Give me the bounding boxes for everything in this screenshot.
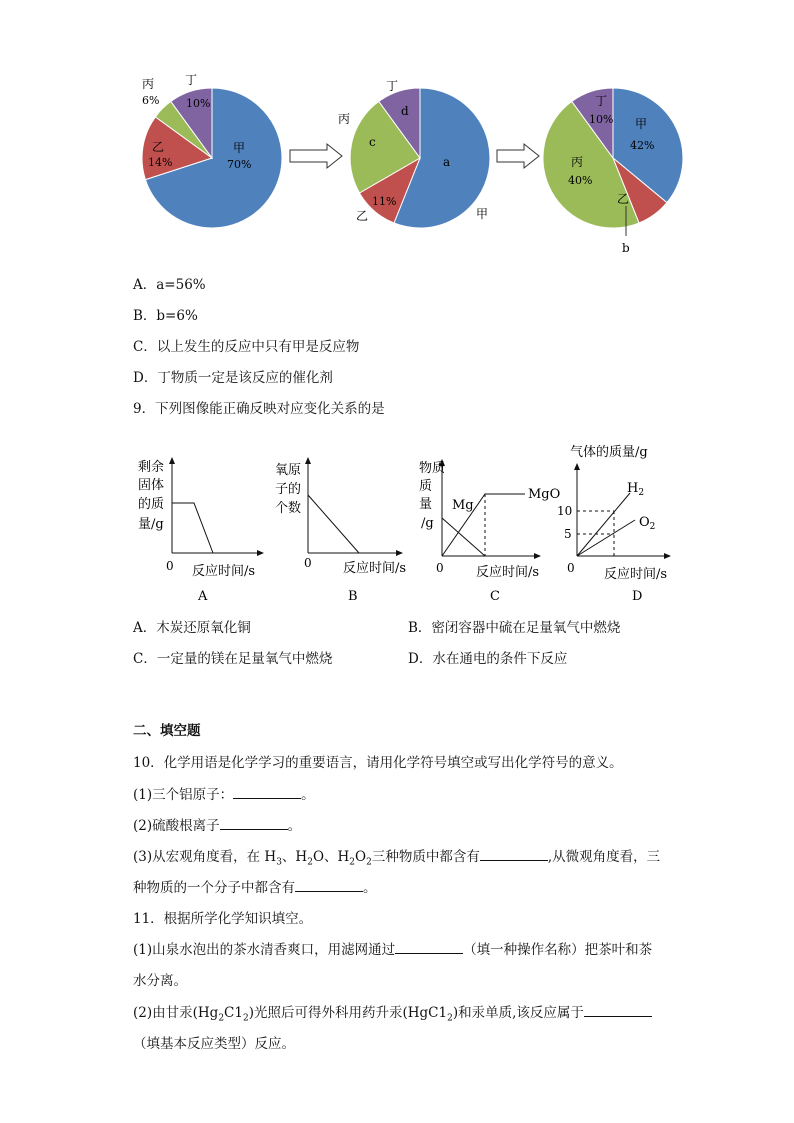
- q10-part-3-text-f: ,从微观角度看，三: [547, 849, 661, 865]
- pie3-label-bing: 丙: [571, 155, 584, 169]
- q10-sub-4: 2: [366, 857, 372, 868]
- graph-a-ylabel-1: 剩余: [138, 460, 165, 475]
- q8-option-d: D．丁物质一定是该反应的催化剂: [133, 370, 333, 386]
- q11-part-2-text-c: )光照后可得外科用药升汞(HgC1: [248, 1005, 448, 1021]
- graph-a-letter: A: [198, 589, 208, 604]
- q10-part-1-end: 。: [301, 787, 315, 803]
- pie1-label-jia: 甲: [233, 141, 246, 155]
- graph-b-letter: B: [348, 589, 358, 604]
- pie1-label-yi-pct: 14%: [148, 156, 173, 169]
- q11-part-1-text-b: （填一种操作名称）把茶叶和茶: [463, 942, 653, 958]
- q10-part-3-text-d: O: [355, 849, 367, 865]
- pie1-label-bing: 丙: [142, 77, 155, 91]
- q8-option-b: B．b=6%: [133, 308, 198, 324]
- q9-option-c: C．一定量的镁在足量氧气中燃烧: [133, 651, 333, 667]
- q11-part-1-blank[interactable]: [395, 941, 463, 954]
- graph-b-xlabel: 反应时间/s: [343, 561, 407, 576]
- q9-option-d: D．水在通电的条件下反应: [408, 651, 568, 667]
- q9-option-a: A．木炭还原氧化铜: [133, 620, 251, 636]
- q10-part-1: [133, 786, 315, 804]
- pie1-label-ding: 丁: [185, 73, 198, 87]
- pie-chart-3: [543, 88, 683, 255]
- pie2-label-yi: 乙: [356, 209, 369, 223]
- q10-part-1-blank[interactable]: [233, 786, 301, 799]
- q11-part-2: [133, 1004, 652, 1022]
- q11-part-2-line-2: （填基本反应类型）反应。: [133, 1036, 295, 1052]
- graph-c-origin: 0: [436, 561, 444, 575]
- pie1-label-bing-pct: 6%: [142, 94, 160, 107]
- transform-arrow-1: [290, 144, 342, 168]
- graph-b-curve: [308, 495, 359, 553]
- pie2-label-bing: 丙: [338, 112, 351, 126]
- pie2-label-ding: 丁: [386, 79, 399, 93]
- pie-charts-figure: [130, 60, 700, 260]
- q10-part-3-text-b: 、H: [281, 849, 308, 865]
- q10-part-3-blank-1[interactable]: [480, 848, 548, 861]
- q11-part-1-line-2: 水分离。: [133, 973, 187, 989]
- graph-d-curve-o2: [577, 520, 635, 556]
- pie2-label-a: a: [443, 155, 451, 169]
- q10-part-3-end: 。: [363, 880, 377, 896]
- pie3-label-b: b: [622, 241, 630, 255]
- graph-d-xlabel: 反应时间/s: [604, 567, 668, 582]
- q10-part-3-text-e: 三种物质中都含有: [371, 849, 480, 865]
- graph-d: [557, 444, 670, 604]
- q9-graphs-figure: [130, 438, 690, 608]
- pie3-label-jia-pct: 42%: [630, 139, 655, 152]
- graph-c-ylabel-2-a: 质: [419, 479, 433, 494]
- q9-stem: 9．下列图像能正确反映对应变化关系的是: [133, 401, 385, 417]
- graph-a: [138, 458, 263, 604]
- graph-c-ylabel-1: 物质: [419, 461, 446, 476]
- q11-part-2-blank[interactable]: [584, 1004, 652, 1017]
- graph-a-curve: [172, 503, 213, 553]
- graph-c-mg-label: Mg: [452, 498, 474, 513]
- graph-d-tick-10: 10: [557, 504, 573, 518]
- pie-chart-1: [142, 73, 282, 228]
- pie3-label-yi: 乙: [617, 192, 630, 206]
- q8-option-c: C．以上发生的反应中只有甲是反应物: [133, 339, 360, 355]
- q11-sub-1: 2: [218, 1013, 225, 1024]
- q8-option-a: A．a=56%: [133, 277, 206, 293]
- q10-part-3: [133, 848, 660, 866]
- graph-b-origin: 0: [304, 556, 312, 570]
- q10-part-2-blank[interactable]: [220, 817, 288, 830]
- q10-part-3-line-2: [133, 879, 377, 897]
- graph-d-ytitle: 气体的质量/g: [570, 445, 648, 460]
- q11-part-2-text-a: (2)由甘汞(Hg: [133, 1005, 219, 1021]
- graph-b-ylabel-1: 氧原: [275, 463, 302, 478]
- pie2-label-jia: 甲: [476, 207, 489, 221]
- pie3-label-ding-pct: 10%: [589, 113, 614, 126]
- q10-part-1-text: (1)三个铝原子：: [133, 787, 234, 803]
- graph-c-letter: C: [490, 589, 500, 604]
- q11-stem: 11．根据所学化学知识填空。: [133, 911, 313, 927]
- graph-c-mgo-label: MgO: [528, 487, 561, 502]
- q10-part-3-text-c: O、H: [312, 849, 350, 865]
- q11-part-1-text-a: (1)山泉水泡出的茶水清香爽口，用滤网通过: [133, 942, 396, 958]
- pie2-label-yi-pct: 11%: [372, 195, 397, 208]
- graph-d-h2-label: $H_2$: [627, 481, 645, 498]
- pie1-label-ding-pct: 10%: [186, 97, 211, 110]
- q10-sub-1: 3: [276, 857, 282, 868]
- graph-c-xlabel: 反应时间/s: [476, 565, 540, 580]
- graph-b: [275, 458, 406, 604]
- graph-b-ylabel-3: 个数: [275, 501, 302, 516]
- q11-sub-2: 2: [242, 1013, 249, 1024]
- graph-d-curve-h2: [577, 493, 630, 556]
- section-2-title: 二、填空题: [133, 723, 201, 739]
- graph-c-curve-mg: [442, 518, 485, 556]
- q9-option-b: B．密闭容器中硫在足量氧气中燃烧: [408, 620, 621, 636]
- q11-part-2-text-b: C1: [224, 1005, 243, 1021]
- pie1-label-jia-pct: 70%: [227, 158, 252, 171]
- pie3-label-ding: 丁: [595, 94, 608, 108]
- q10-sub-3: 2: [349, 857, 356, 868]
- q11-sub-3: 2: [447, 1013, 453, 1024]
- graph-c-ylabel-2-b: 量: [419, 497, 433, 512]
- graph-d-o2-label: $O_2$: [639, 515, 656, 532]
- graph-d-tick-5: 5: [564, 527, 572, 541]
- graph-a-xlabel: 反应时间/s: [192, 564, 256, 579]
- pie2-label-d: d: [401, 104, 409, 118]
- graph-c: [419, 460, 560, 604]
- q10-stem: 10．化学用语是化学学习的重要语言，请用化学符号填空或写出化学符号的意义。: [133, 755, 623, 771]
- q11-part-2-text-d: )和汞单质,该反应属于: [452, 1005, 584, 1021]
- q10-part-2-text: (2)硫酸根离子: [133, 818, 220, 834]
- graph-a-ylabel-4: 量/g: [138, 517, 164, 532]
- graph-a-origin: 0: [166, 559, 174, 573]
- graph-a-ylabel-3: 的质: [138, 497, 165, 512]
- pie3-label-bing-pct: 40%: [568, 174, 593, 187]
- graph-c-ylabel-3: /g: [421, 516, 434, 531]
- graph-d-letter: D: [632, 589, 643, 604]
- graph-a-ylabel-2: 固体: [138, 478, 165, 493]
- q10-part-3-line2-text: 种物质的一个分子中都含有: [133, 880, 295, 896]
- pie2-label-c: c: [369, 135, 376, 149]
- pie-chart-2: [338, 79, 490, 228]
- graph-b-ylabel-2: 子的: [275, 482, 302, 497]
- transform-arrow-2: [497, 144, 539, 168]
- q11-part-1: [133, 941, 652, 959]
- q10-sub-2: 2: [307, 857, 313, 868]
- q10-part-2: [133, 817, 301, 835]
- q10-part-3-blank-2[interactable]: [295, 879, 363, 892]
- q10-part-2-end: 。: [287, 818, 302, 834]
- pie3-label-jia: 甲: [635, 117, 648, 131]
- graph-d-origin: 0: [567, 561, 575, 575]
- q10-part-3-text-a: (3)从宏观角度看，在 H: [133, 849, 277, 865]
- pie1-label-yi: 乙: [152, 140, 165, 154]
